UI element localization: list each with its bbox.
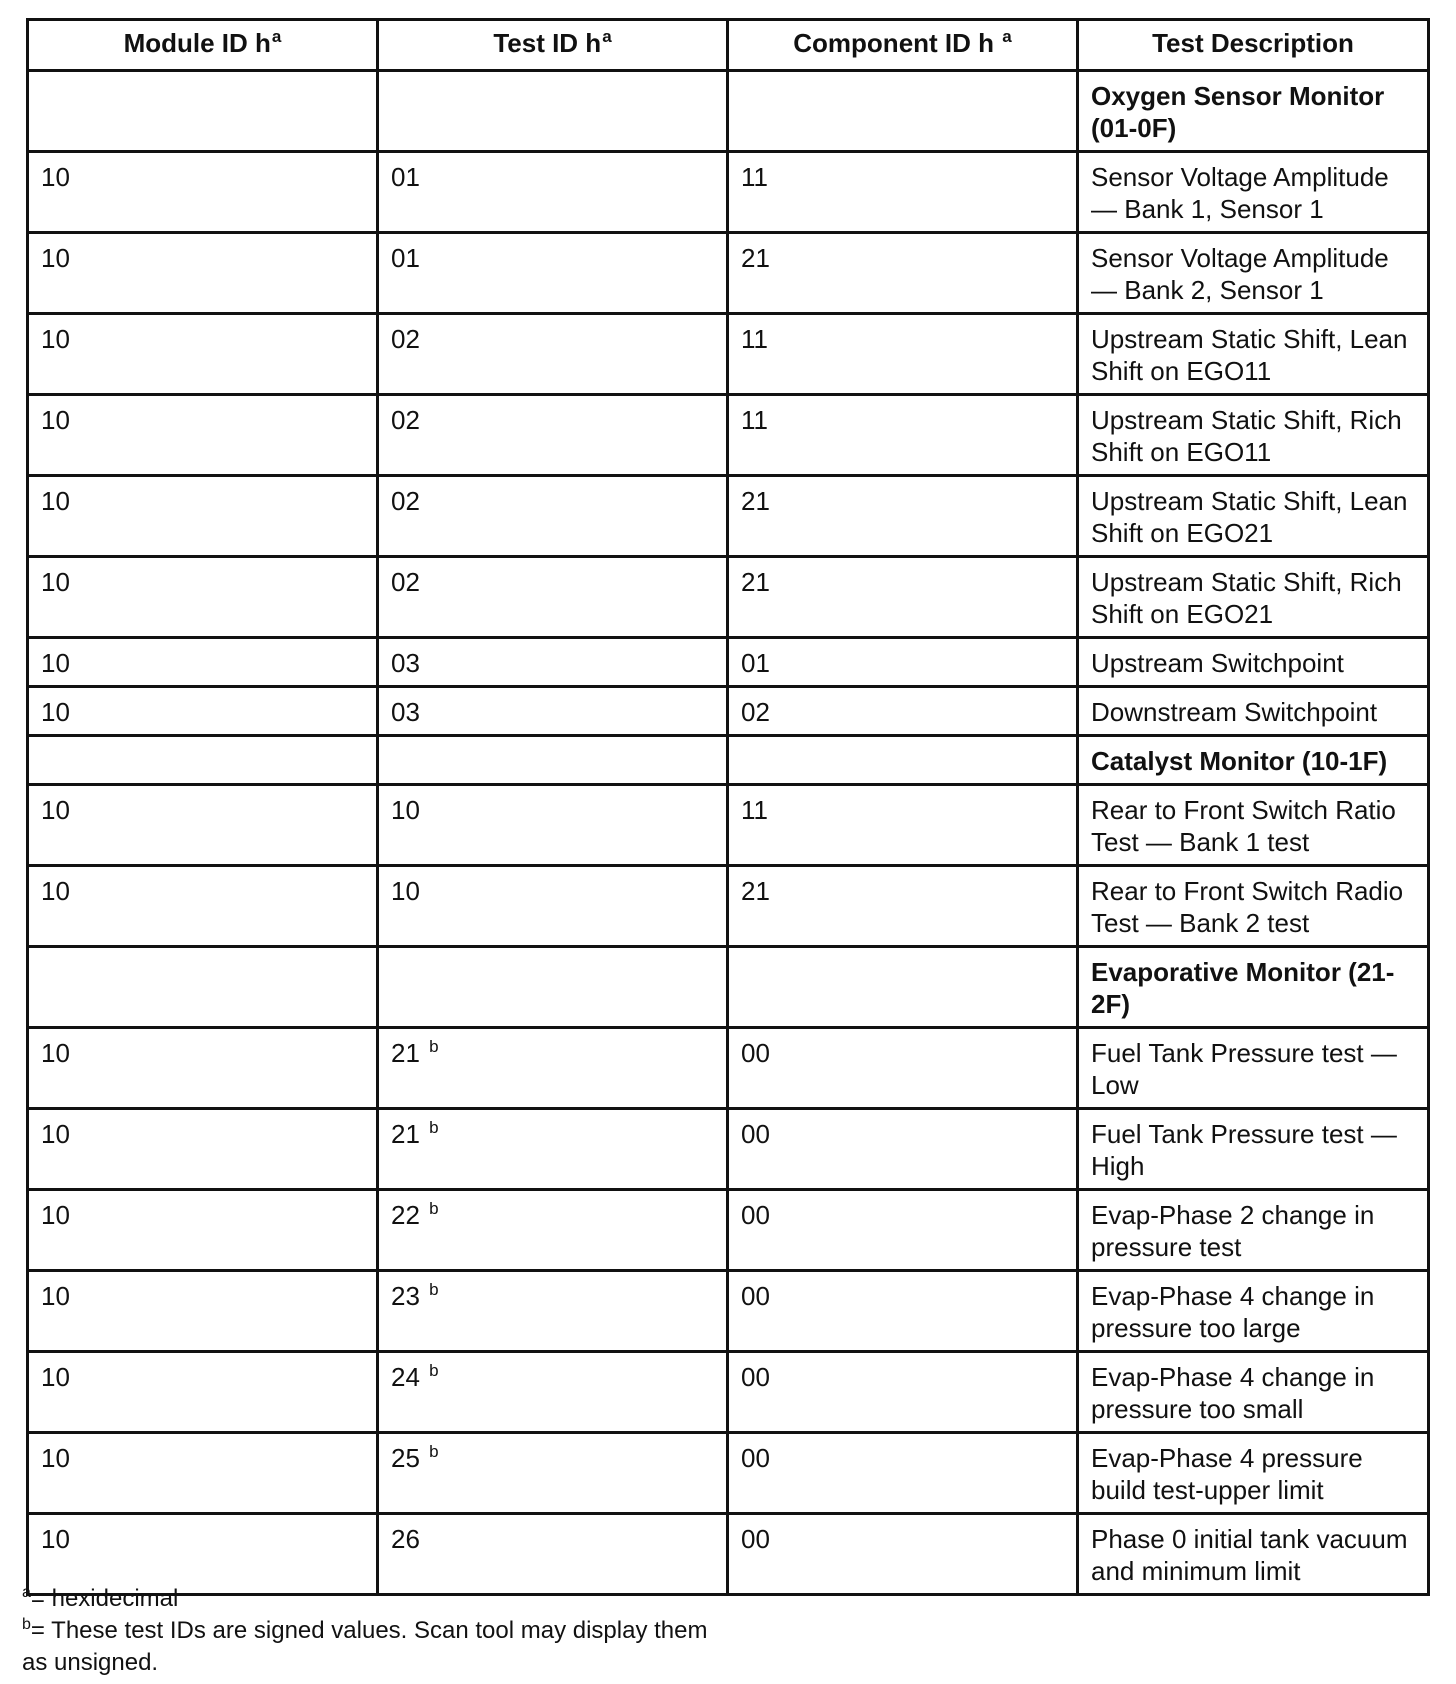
table-body <box>28 71 1429 1595</box>
table-row <box>28 638 1429 687</box>
header-component-id: Component ID h $^a$ <box>728 20 1078 71</box>
cell-test-id: 25 $^b$ <box>378 1433 728 1514</box>
cell-test-id: 22 $^b$ <box>378 1190 728 1271</box>
cell-component-id: 21 <box>728 233 1078 314</box>
cell-component-id: 02 <box>728 687 1078 736</box>
footnote-b-marker: b <box>429 1361 439 1381</box>
cell-module-id: 10 <box>28 785 378 866</box>
cell-test-id: 02 <box>378 395 728 476</box>
table-row <box>28 1190 1429 1271</box>
cell-module-id: 10 <box>28 687 378 736</box>
cell-module-id: 10 <box>28 1433 378 1514</box>
header-test-description: Test Description <box>1078 20 1429 71</box>
table-row <box>28 557 1429 638</box>
cell-test-id: 10 <box>378 866 728 947</box>
footnotes <box>22 1583 722 1679</box>
cell-component-id: 00 <box>728 1109 1078 1190</box>
cell-component-id: 00 <box>728 1433 1078 1514</box>
cell-component-id: 21 <box>728 557 1078 638</box>
cell-module-id: 10 <box>28 557 378 638</box>
group-title: Catalyst Monitor (10-1F) <box>1078 736 1429 785</box>
footnote-a-text: = hexidecimal <box>30 1585 179 1612</box>
cell-test-description: Evap-Phase 4 pressure build test-upper limit <box>1078 1433 1429 1514</box>
cell-test-description: Fuel Tank Pressure test — Low <box>1078 1028 1429 1109</box>
table-row <box>28 687 1429 736</box>
cell-component-id: 21 <box>728 866 1078 947</box>
cell-module-id: 10 <box>28 395 378 476</box>
cell-component-id <box>728 71 1078 152</box>
cell-test-description: Evap-Phase 4 change in pressure too large <box>1078 1271 1429 1352</box>
cell-component-id: 21 <box>728 476 1078 557</box>
cell-component-id <box>728 947 1078 1028</box>
cell-test-description: Phase 0 initial tank vacuum and minimum limit <box>1078 1514 1429 1595</box>
cell-test-id: 23 $^b$ <box>378 1271 728 1352</box>
table-header-row <box>28 20 1429 71</box>
table-row <box>28 1028 1429 1109</box>
cell-component-id: 00 <box>728 1514 1078 1595</box>
cell-module-id: 10 <box>28 1109 378 1190</box>
cell-module-id: 10 <box>28 1190 378 1271</box>
cell-test-description: Evap-Phase 4 change in pressure too small <box>1078 1352 1429 1433</box>
cell-test-description: Upstream Switchpoint <box>1078 638 1429 687</box>
footnote-a-marker: a <box>271 27 282 47</box>
cell-test-description: Upstream Static Shift, Lean Shift on EGO21 <box>1078 476 1429 557</box>
cell-module-id <box>28 947 378 1028</box>
cell-module-id: 10 <box>28 152 378 233</box>
cell-component-id: 11 <box>728 314 1078 395</box>
cell-test-description: Sensor Voltage Amplitude — Bank 2, Sensor 1 <box>1078 233 1429 314</box>
cell-test-description: Rear to Front Switch Ratio Test — Bank 1 test <box>1078 785 1429 866</box>
cell-test-description: Sensor Voltage Amplitude — Bank 1, Sensor 1 <box>1078 152 1429 233</box>
table-row <box>28 152 1429 233</box>
cell-component-id: 00 <box>728 1352 1078 1433</box>
footnote-a-mark: a <box>22 1584 31 1601</box>
cell-test-description: Downstream Switchpoint <box>1078 687 1429 736</box>
cell-module-id: 10 <box>28 1514 378 1595</box>
cell-component-id: 00 <box>728 1271 1078 1352</box>
table-row <box>28 476 1429 557</box>
cell-test-id: 24 $^b$ <box>378 1352 728 1433</box>
cell-module-id: 10 <box>28 233 378 314</box>
table-row <box>28 395 1429 476</box>
cell-module-id: 10 <box>28 638 378 687</box>
footnote-b-marker: b <box>429 1442 439 1462</box>
cell-component-id: 11 <box>728 395 1078 476</box>
footnote-b-marker: b <box>429 1280 439 1300</box>
cell-module-id <box>28 736 378 785</box>
cell-test-id: 01 <box>378 152 728 233</box>
table-row <box>28 233 1429 314</box>
cell-test-description: Upstream Static Shift, Lean Shift on EGO11 <box>1078 314 1429 395</box>
table-row <box>28 1352 1429 1433</box>
cell-test-id: 02 <box>378 476 728 557</box>
cell-test-description: Evap-Phase 2 change in pressure test <box>1078 1190 1429 1271</box>
cell-component-id: 11 <box>728 152 1078 233</box>
group-title: Evaporative Monitor (21-2F) <box>1078 947 1429 1028</box>
obd-test-table-container <box>26 18 1427 1596</box>
cell-module-id: 10 <box>28 1271 378 1352</box>
table-row <box>28 1433 1429 1514</box>
footnote-b-marker: b <box>429 1037 439 1057</box>
cell-test-id <box>378 947 728 1028</box>
footnote-a <box>22 1583 722 1615</box>
footnote-b-marker: b <box>429 1118 439 1138</box>
cell-test-id: 21 $^b$ <box>378 1109 728 1190</box>
table-row <box>28 314 1429 395</box>
cell-test-id: 03 <box>378 687 728 736</box>
footnote-b-marker: b <box>429 1199 439 1219</box>
cell-test-id: 02 <box>378 557 728 638</box>
cell-test-id: 01 <box>378 233 728 314</box>
cell-component-id: 00 <box>728 1190 1078 1271</box>
cell-test-id: 02 <box>378 314 728 395</box>
cell-test-description: Upstream Static Shift, Rich Shift on EGO11 <box>1078 395 1429 476</box>
table-group-row <box>28 71 1429 152</box>
cell-module-id <box>28 71 378 152</box>
cell-module-id: 10 <box>28 866 378 947</box>
cell-test-description: Fuel Tank Pressure test — High <box>1078 1109 1429 1190</box>
cell-module-id: 10 <box>28 314 378 395</box>
obd-test-table <box>26 18 1430 1596</box>
footnote-a-marker: a <box>602 27 612 47</box>
header-module-id: Module ID $h^a$ <box>28 20 378 71</box>
cell-module-id: 10 <box>28 1352 378 1433</box>
cell-module-id: 10 <box>28 1028 378 1109</box>
cell-test-id: 03 <box>378 638 728 687</box>
table-row <box>28 1271 1429 1352</box>
table-group-row <box>28 736 1429 785</box>
cell-test-id <box>378 71 728 152</box>
footnote-a-marker: a <box>1002 27 1012 47</box>
footnote-b-mark: b <box>22 1616 31 1633</box>
cell-test-description: Rear to Front Switch Radio Test — Bank 2 test <box>1078 866 1429 947</box>
table-row <box>28 785 1429 866</box>
cell-component-id: 01 <box>728 638 1078 687</box>
group-title: Oxygen Sensor Monitor (01-0F) <box>1078 71 1429 152</box>
cell-test-id: 26 <box>378 1514 728 1595</box>
cell-test-description: Upstream Static Shift, Rich Shift on EGO21 <box>1078 557 1429 638</box>
table-row <box>28 866 1429 947</box>
footnote-b-text: = These test IDs are signed values. Scan tool may display them as unsigned. <box>22 1617 708 1676</box>
cell-test-id: 21 $^b$ <box>378 1028 728 1109</box>
cell-module-id: 10 <box>28 476 378 557</box>
cell-component-id: 00 <box>728 1028 1078 1109</box>
cell-test-id <box>378 736 728 785</box>
footnote-b <box>22 1615 722 1679</box>
table-group-row <box>28 947 1429 1028</box>
cell-component-id: 11 <box>728 785 1078 866</box>
header-test-id: Test ID $h^a$ <box>378 20 728 71</box>
table-row <box>28 1109 1429 1190</box>
cell-component-id <box>728 736 1078 785</box>
cell-test-id: 10 <box>378 785 728 866</box>
